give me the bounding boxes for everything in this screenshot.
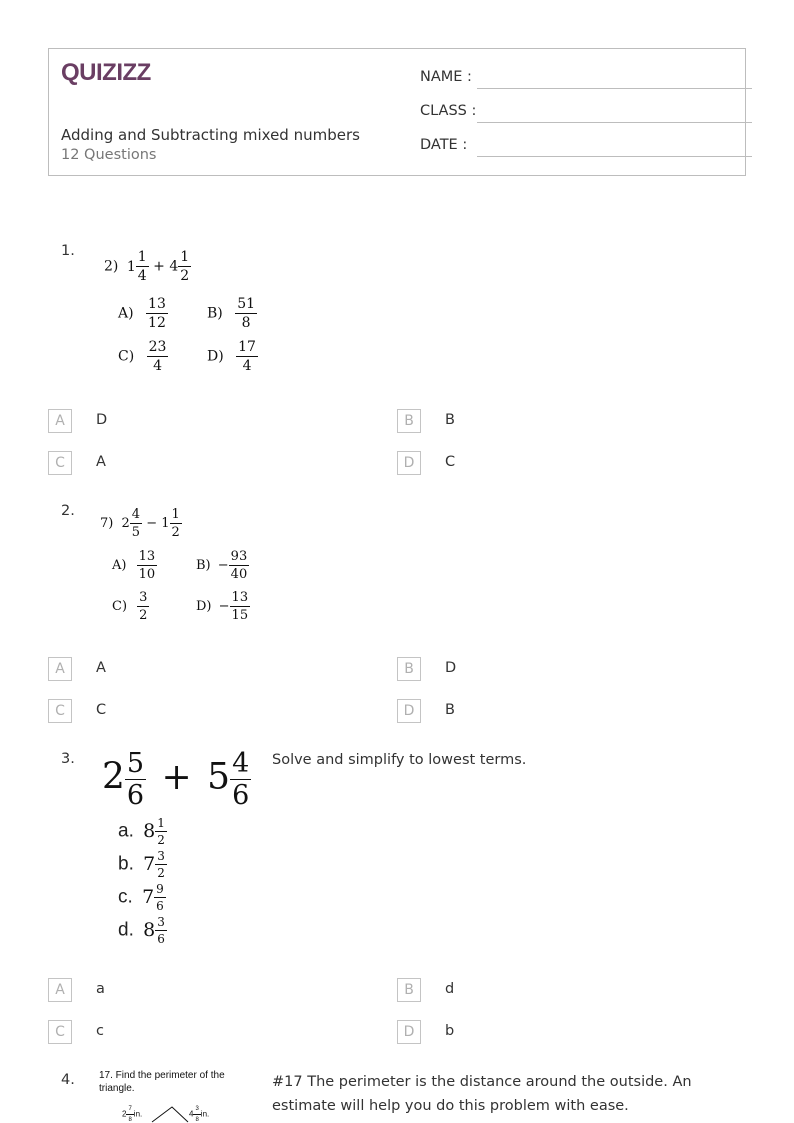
printed-option: C) $\frac{23}{4}$	[118, 339, 167, 374]
whole-number: 1	[126, 258, 136, 275]
choice-letter-box[interactable]: D	[397, 699, 421, 723]
question-number: 2.	[61, 503, 75, 519]
choice-letter-box[interactable]: C	[48, 699, 72, 723]
class-line	[477, 122, 752, 123]
date-label: DATE :	[420, 137, 468, 153]
whole-number: 2	[102, 756, 125, 798]
whole-number: 4	[169, 258, 179, 275]
triangle-icon	[150, 1104, 190, 1123]
worksheet-header	[48, 48, 746, 176]
problem-label: 2)	[104, 258, 119, 275]
choice-letter-box[interactable]: B	[397, 409, 421, 433]
fraction: $\frac{1}{2}$	[180, 249, 190, 284]
fraction: $\frac{5}{6}$	[126, 748, 145, 811]
fraction: $\frac{4}{6}$	[232, 748, 250, 811]
question-4-image-caption: 17. Find the perimeter of the triangle.	[99, 1070, 225, 1094]
question-text: Solve and simplify to lowest terms.	[272, 752, 527, 768]
choice-letter-box[interactable]: A	[48, 409, 72, 433]
fraction: $\frac{4}{5}$	[131, 507, 141, 540]
printed-option: b. 7 $\frac{3}{2}$	[118, 849, 165, 880]
printed-option: a. 8 $\frac{1}{2}$	[118, 816, 165, 847]
question-3-problem	[102, 750, 251, 809]
choice-letter-box[interactable]: A	[48, 657, 72, 681]
choice-text[interactable]: B	[445, 702, 455, 718]
choice-letter-box[interactable]: C	[48, 1020, 72, 1044]
question-text-line: #17 The perimeter is the distance around the outside. An	[272, 1074, 692, 1090]
choice-text[interactable]: D	[445, 660, 457, 676]
name-line	[477, 88, 752, 89]
choice-text[interactable]: A	[96, 660, 106, 676]
name-label: NAME :	[420, 69, 472, 85]
printed-option: B) − $\frac{93}{40}$	[196, 549, 248, 582]
question-text	[272, 1070, 692, 1118]
worksheet-title: Adding and Subtracting mixed numbers	[61, 126, 360, 144]
question-number: 4.	[61, 1072, 75, 1088]
operator: +	[153, 258, 165, 275]
printed-option: A) $\frac{13}{12}$	[118, 296, 166, 331]
problem-label: 7)	[100, 516, 114, 531]
printed-option: d. 8 $\frac{3}{6}$	[118, 915, 165, 946]
question-number: 1.	[61, 243, 75, 259]
choice-letter-box[interactable]: D	[397, 451, 421, 475]
operator: +	[161, 756, 192, 798]
choice-text[interactable]: D	[96, 412, 108, 428]
choice-text[interactable]: a	[96, 981, 105, 997]
triangle-side-left: 2 $\frac{7}{8}$ in.	[122, 1106, 143, 1123]
choice-text[interactable]: C	[445, 454, 456, 470]
choice-letter-box[interactable]: C	[48, 451, 72, 475]
choice-letter-box[interactable]: D	[397, 1020, 421, 1044]
quizizz-logo: QUIZIZZ	[61, 59, 151, 86]
class-field[interactable]	[420, 103, 740, 123]
printed-option: C) $\frac{3}{2}$	[112, 590, 148, 623]
choice-text[interactable]: C	[96, 702, 107, 718]
date-line	[477, 156, 752, 157]
question-2-problem	[100, 508, 182, 539]
whole-number: 1	[161, 516, 170, 531]
triangle-side-right: 4 $\frac{3}{8}$ in.	[189, 1106, 210, 1123]
choice-letter-box[interactable]: A	[48, 978, 72, 1002]
printed-option: B) $\frac{51}{8}$	[207, 296, 256, 331]
question-text-line: estimate will help you do this problem with ease.	[272, 1098, 629, 1114]
class-label: CLASS :	[420, 103, 477, 119]
choice-text[interactable]: b	[445, 1023, 455, 1039]
whole-number: 2	[121, 516, 130, 531]
printed-option: D) − $\frac{13}{15}$	[196, 590, 249, 623]
question-1-problem	[104, 250, 191, 283]
fraction: $\frac{1}{2}$	[171, 507, 180, 540]
name-field[interactable]	[420, 69, 740, 89]
whole-number: 5	[207, 756, 231, 798]
printed-option: c. 7 $\frac{9}{6}$	[118, 882, 164, 913]
choice-text[interactable]: B	[445, 412, 455, 428]
choice-text[interactable]: c	[96, 1023, 104, 1039]
choice-letter-box[interactable]: B	[397, 978, 421, 1002]
question-count: 12 Questions	[61, 147, 157, 163]
printed-option: A) $\frac{13}{10}$	[112, 549, 156, 582]
question-number: 3.	[61, 751, 75, 767]
fraction: $\frac{1}{4}$	[137, 249, 147, 284]
operator: −	[146, 516, 158, 531]
date-field[interactable]	[420, 137, 740, 157]
choice-letter-box[interactable]: B	[397, 657, 421, 681]
printed-option: D) $\frac{17}{4}$	[207, 339, 256, 374]
choice-text[interactable]: d	[445, 981, 455, 997]
choice-text[interactable]: A	[96, 454, 106, 470]
